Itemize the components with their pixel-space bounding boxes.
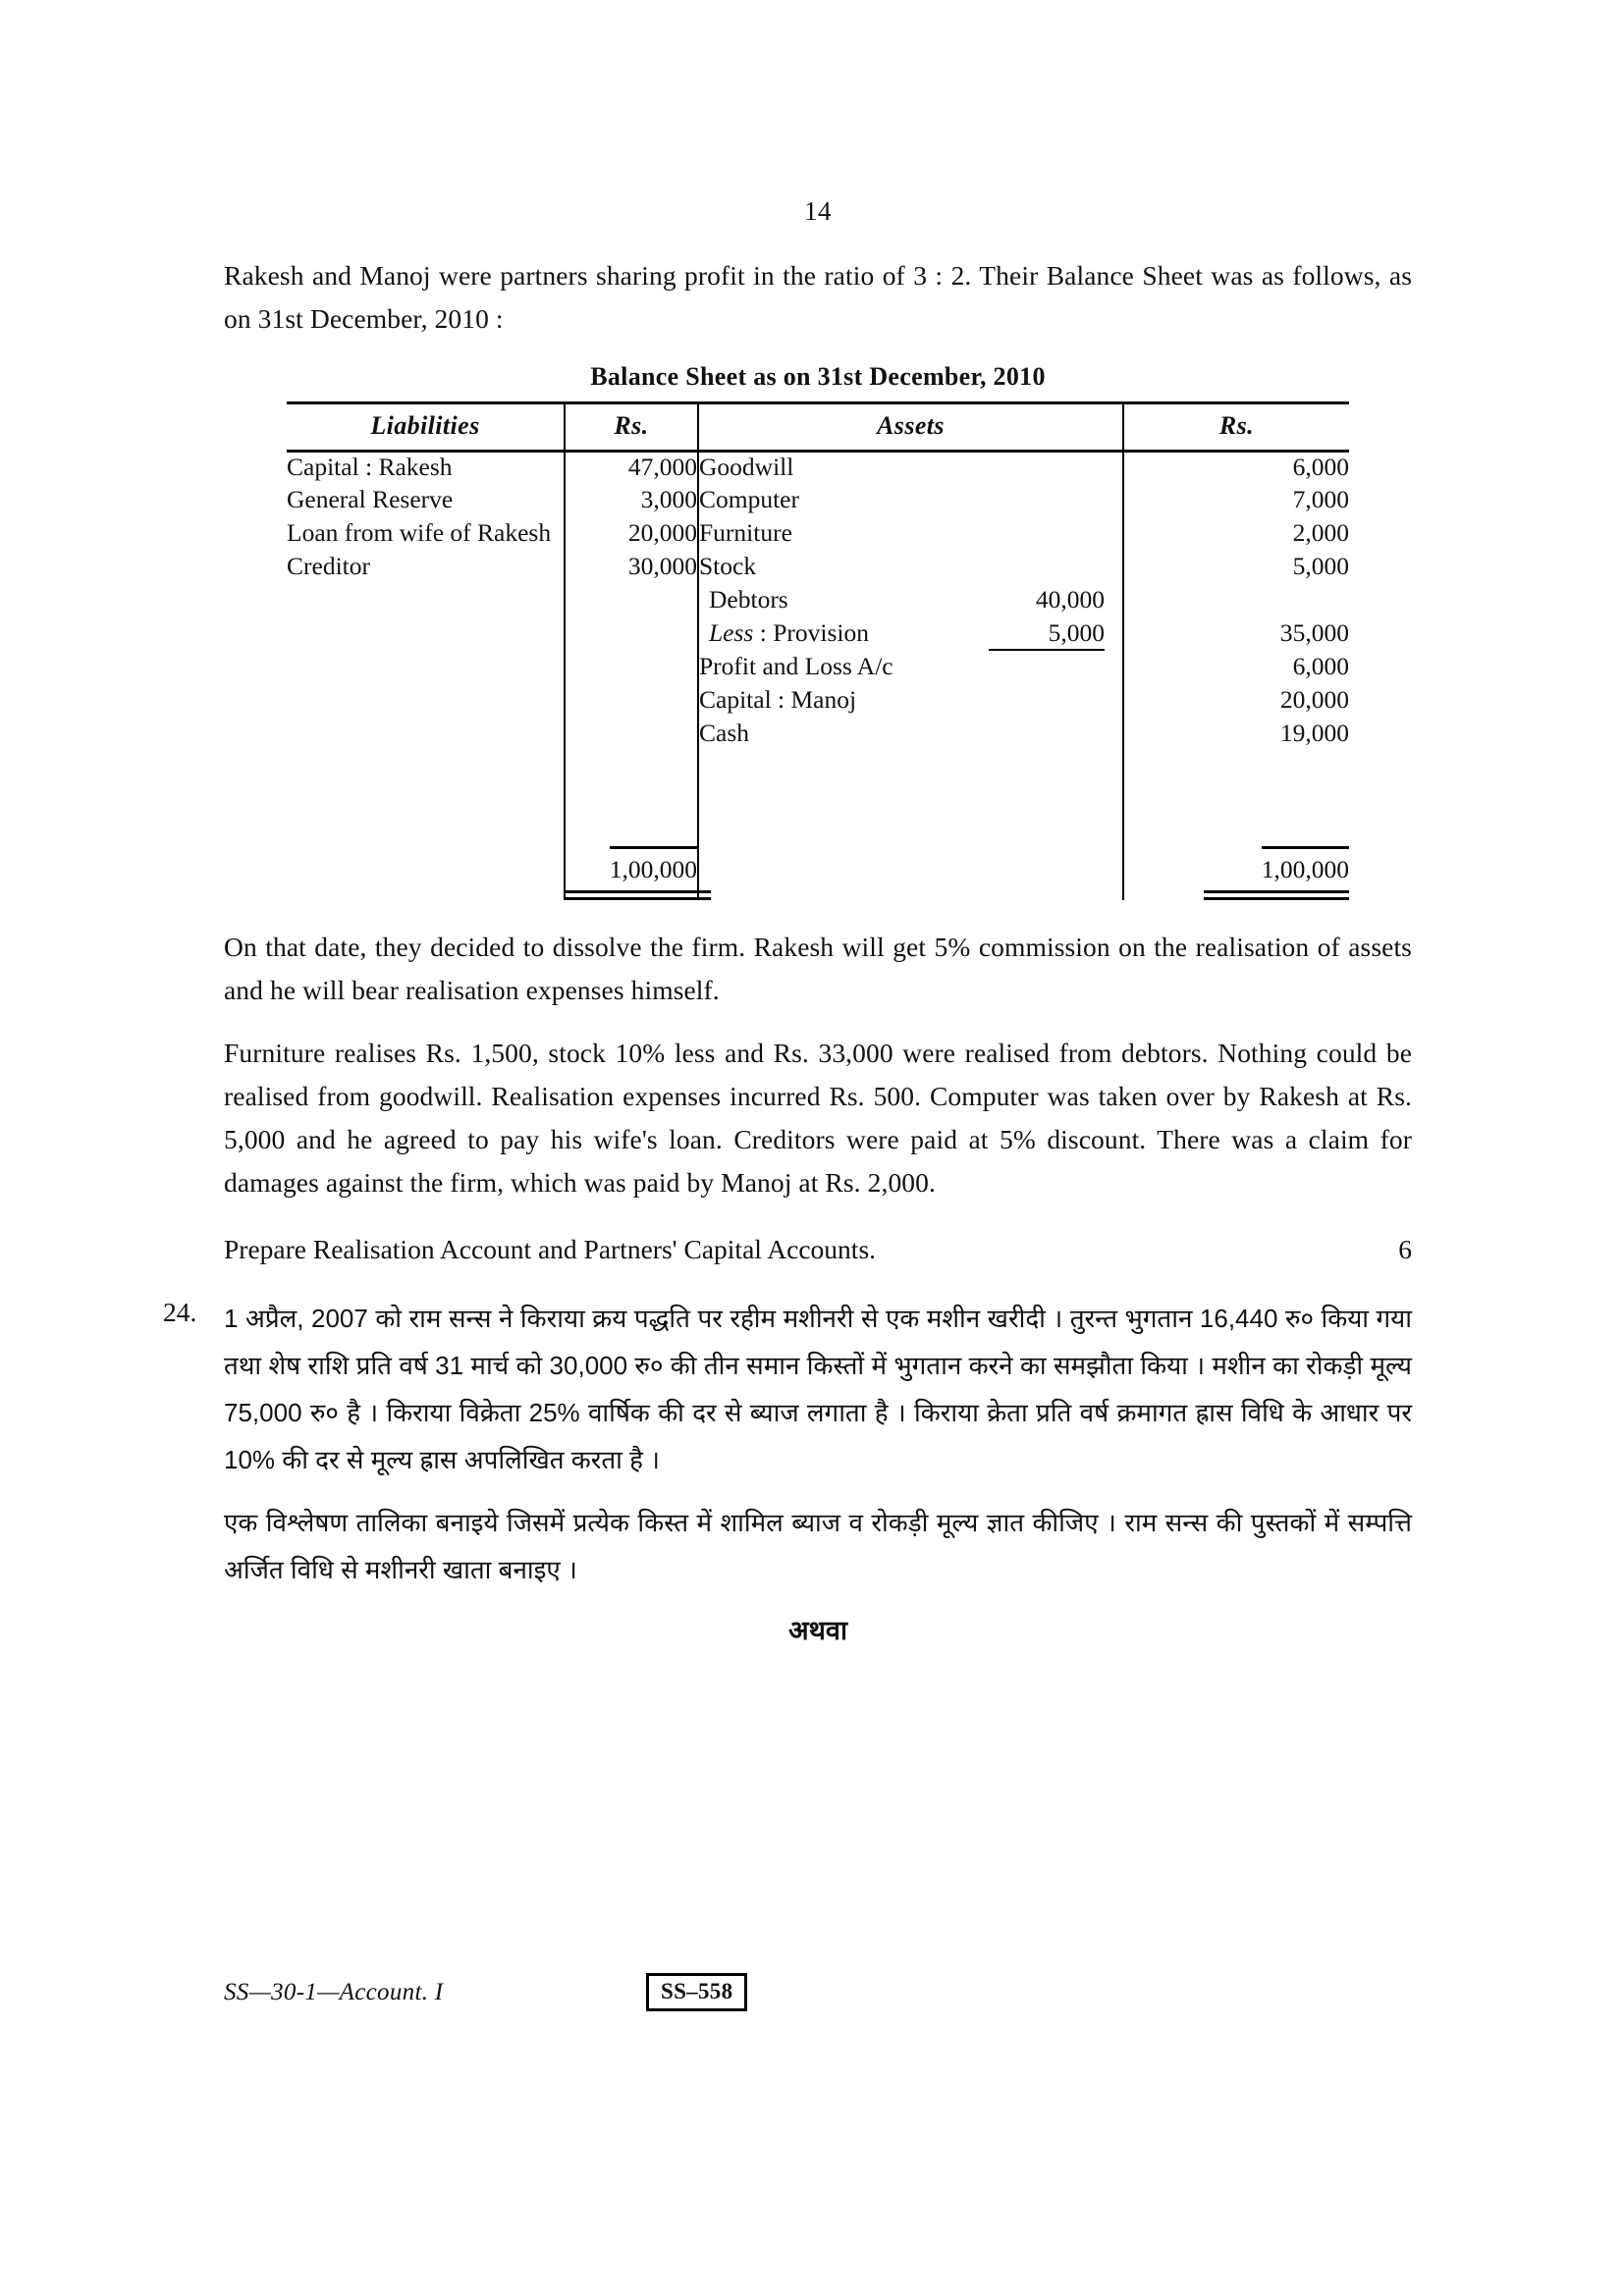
table-row — [287, 685, 1349, 719]
total-liabilities-cell — [565, 846, 698, 900]
empty-cell — [287, 685, 565, 719]
empty-cell — [565, 752, 698, 846]
dissolution-paragraph: On that date, they decided to dissolve the firm. Rakesh will get 5% commission on the realisation of assets and he will bear realisation expenses himself. — [224, 931, 1412, 1005]
balance-sheet-body — [287, 452, 1349, 900]
empty-cell — [1123, 585, 1349, 618]
page-content — [163, 196, 1412, 1647]
empty-cell — [565, 685, 698, 719]
asset-amount: 5,000 — [1123, 552, 1349, 585]
header-liabilities: Liabilities — [287, 403, 565, 452]
asset-label: Computer — [698, 485, 1123, 518]
asset-label: Furniture — [698, 518, 1123, 552]
empty-cell — [287, 652, 565, 685]
header-liabilities-amount: Rs. — [565, 403, 698, 452]
table-row — [287, 452, 1349, 485]
empty-cell — [1123, 752, 1349, 846]
table-row-provision — [287, 618, 1349, 652]
asset-label: Stock — [698, 552, 1123, 585]
page-number: 14 — [804, 196, 832, 226]
table-row — [287, 719, 1349, 752]
liability-label: Loan from wife of Rakesh — [287, 517, 552, 547]
balance-sheet-wrapper — [287, 401, 1349, 900]
empty-cell — [698, 752, 1123, 846]
asset-amount: 20,000 — [1123, 685, 1349, 719]
asset-label: Profit and Loss A/c — [698, 652, 1123, 685]
alternative-label: अथवा — [788, 1615, 847, 1645]
liability-amount: 3,000 — [565, 485, 698, 518]
table-row — [287, 485, 1349, 518]
total-assets: 1,00,000 — [1262, 846, 1349, 884]
empty-cell — [287, 618, 565, 652]
less-italic-label: Less — [709, 617, 754, 647]
liability-label: Creditor — [287, 551, 370, 580]
page-footer — [224, 1973, 1412, 2011]
asset-label: Capital : Manoj — [698, 685, 1123, 719]
question-paragraph-2: एक विश्लेषण तालिका बनाइये जिसमें प्रत्येक किस्त में शामिल ब्याज व रोकड़ी मूल्य ज्ञात कीजिए । राम सन्स की पुस्तकों में सम्पत्ति अर्जित विधि से मशीनरी खाता बनाइए । — [224, 1507, 1412, 1584]
asset-label: Goodwill — [698, 452, 1123, 485]
debtors-label: Debtors — [709, 584, 788, 614]
liability-amount: 30,000 — [565, 552, 698, 585]
asset-amount: 6,000 — [1123, 652, 1349, 685]
empty-cell — [287, 719, 565, 752]
table-row — [287, 518, 1349, 552]
debtors-inner-amount: 40,000 — [1035, 584, 1105, 614]
question-24 — [163, 1295, 1412, 1647]
total-liabilities: 1,00,000 — [610, 846, 697, 884]
debtors-net-amount: 35,000 — [1123, 618, 1349, 652]
balance-sheet-head — [287, 403, 1349, 452]
empty-cell — [565, 585, 698, 618]
footer-paper-code: SS—30-1—Account. I — [224, 1978, 444, 2005]
liability-label: General Reserve — [287, 484, 454, 513]
instruction-text: Prepare Realisation Account and Partners' Capital Accounts. — [224, 1233, 877, 1264]
question-paragraph-1: 1 अप्रैल, 2007 को राम सन्स ने किराया क्रय पद्धति पर रहीम मशीनरी से एक मशीन खरीदी । तुरन्त भुगतान 16,440 रु० किया गया तथा शेष राशि प्रति वर्ष 31 मार्च को 30,000 रु० की तीन समान किस्तों में भुगतान करने का समझौता किया । मशीन का रोकड़ी मूल्य 75,000 रु० है । किराया विक्रेता 25% वार्षिक की दर से ब्याज लगाता है । किराया क्रेता प्रति वर्ष क्रमागत ह्रास विधि के आधार पर 10% की दर से मूल्य ह्रास अपलिखित करता है । — [224, 1303, 1412, 1474]
debtors-row — [698, 585, 1123, 618]
asset-amount: 19,000 — [1123, 719, 1349, 752]
instruction-line — [224, 1234, 1412, 1265]
marks-value: 6 — [1398, 1233, 1412, 1264]
question-body — [224, 1295, 1412, 1647]
header-assets: Assets — [698, 403, 1123, 452]
empty-cell — [698, 846, 1123, 900]
table-row-totals — [287, 846, 1349, 900]
empty-cell — [565, 652, 698, 685]
provision-amount: 5,000 — [989, 618, 1105, 651]
empty-cell — [287, 846, 565, 900]
provision-row — [698, 618, 1123, 652]
table-row — [287, 552, 1349, 585]
table-row — [287, 652, 1349, 685]
empty-cell — [565, 618, 698, 652]
empty-cell — [565, 719, 698, 752]
double-rule — [566, 890, 711, 900]
footer-booklet-code: SS–558 — [646, 1973, 747, 2011]
double-rule — [1204, 890, 1349, 900]
empty-cell — [287, 585, 565, 618]
balance-sheet-table — [287, 401, 1349, 900]
liability-amount: 20,000 — [565, 518, 698, 552]
empty-cell — [287, 752, 565, 846]
asset-label: Cash — [698, 719, 1123, 752]
balance-sheet-caption: Balance Sheet as on 31st December, 2010 — [590, 362, 1046, 391]
realisation-paragraph: Furniture realises Rs. 1,500, stock 10% less and Rs. 33,000 were realised from debtors. Nothing could be realised from goodwill. Realisation expenses incurred Rs. 500. Computer was taken over by Rakesh at Rs. 5,000 and he agreed to pay his wife's loan. Creditors were paid at 5% discount. There was a claim for damages against the firm, which was paid by Manoj at Rs. 2,000. — [224, 1037, 1412, 1198]
asset-amount: 6,000 — [1123, 452, 1349, 485]
liability-label: Capital : Rakesh — [287, 453, 453, 481]
asset-amount: 2,000 — [1123, 518, 1349, 552]
liability-amount: 47,000 — [565, 452, 698, 485]
intro-paragraph: Rakesh and Manoj were partners sharing profit in the ratio of 3 : 2. Their Balance Sheet was as follows, as on 31st December, 2010 : — [224, 260, 1412, 334]
total-assets-cell — [1123, 846, 1349, 900]
provision-rest-label: : Provision — [753, 617, 869, 647]
table-row-spacer — [287, 752, 1349, 846]
asset-amount: 7,000 — [1123, 485, 1349, 518]
table-row-debtors — [287, 585, 1349, 618]
header-assets-amount: Rs. — [1123, 403, 1349, 452]
provision-label — [709, 618, 869, 651]
question-number: 24. — [163, 1296, 197, 1327]
